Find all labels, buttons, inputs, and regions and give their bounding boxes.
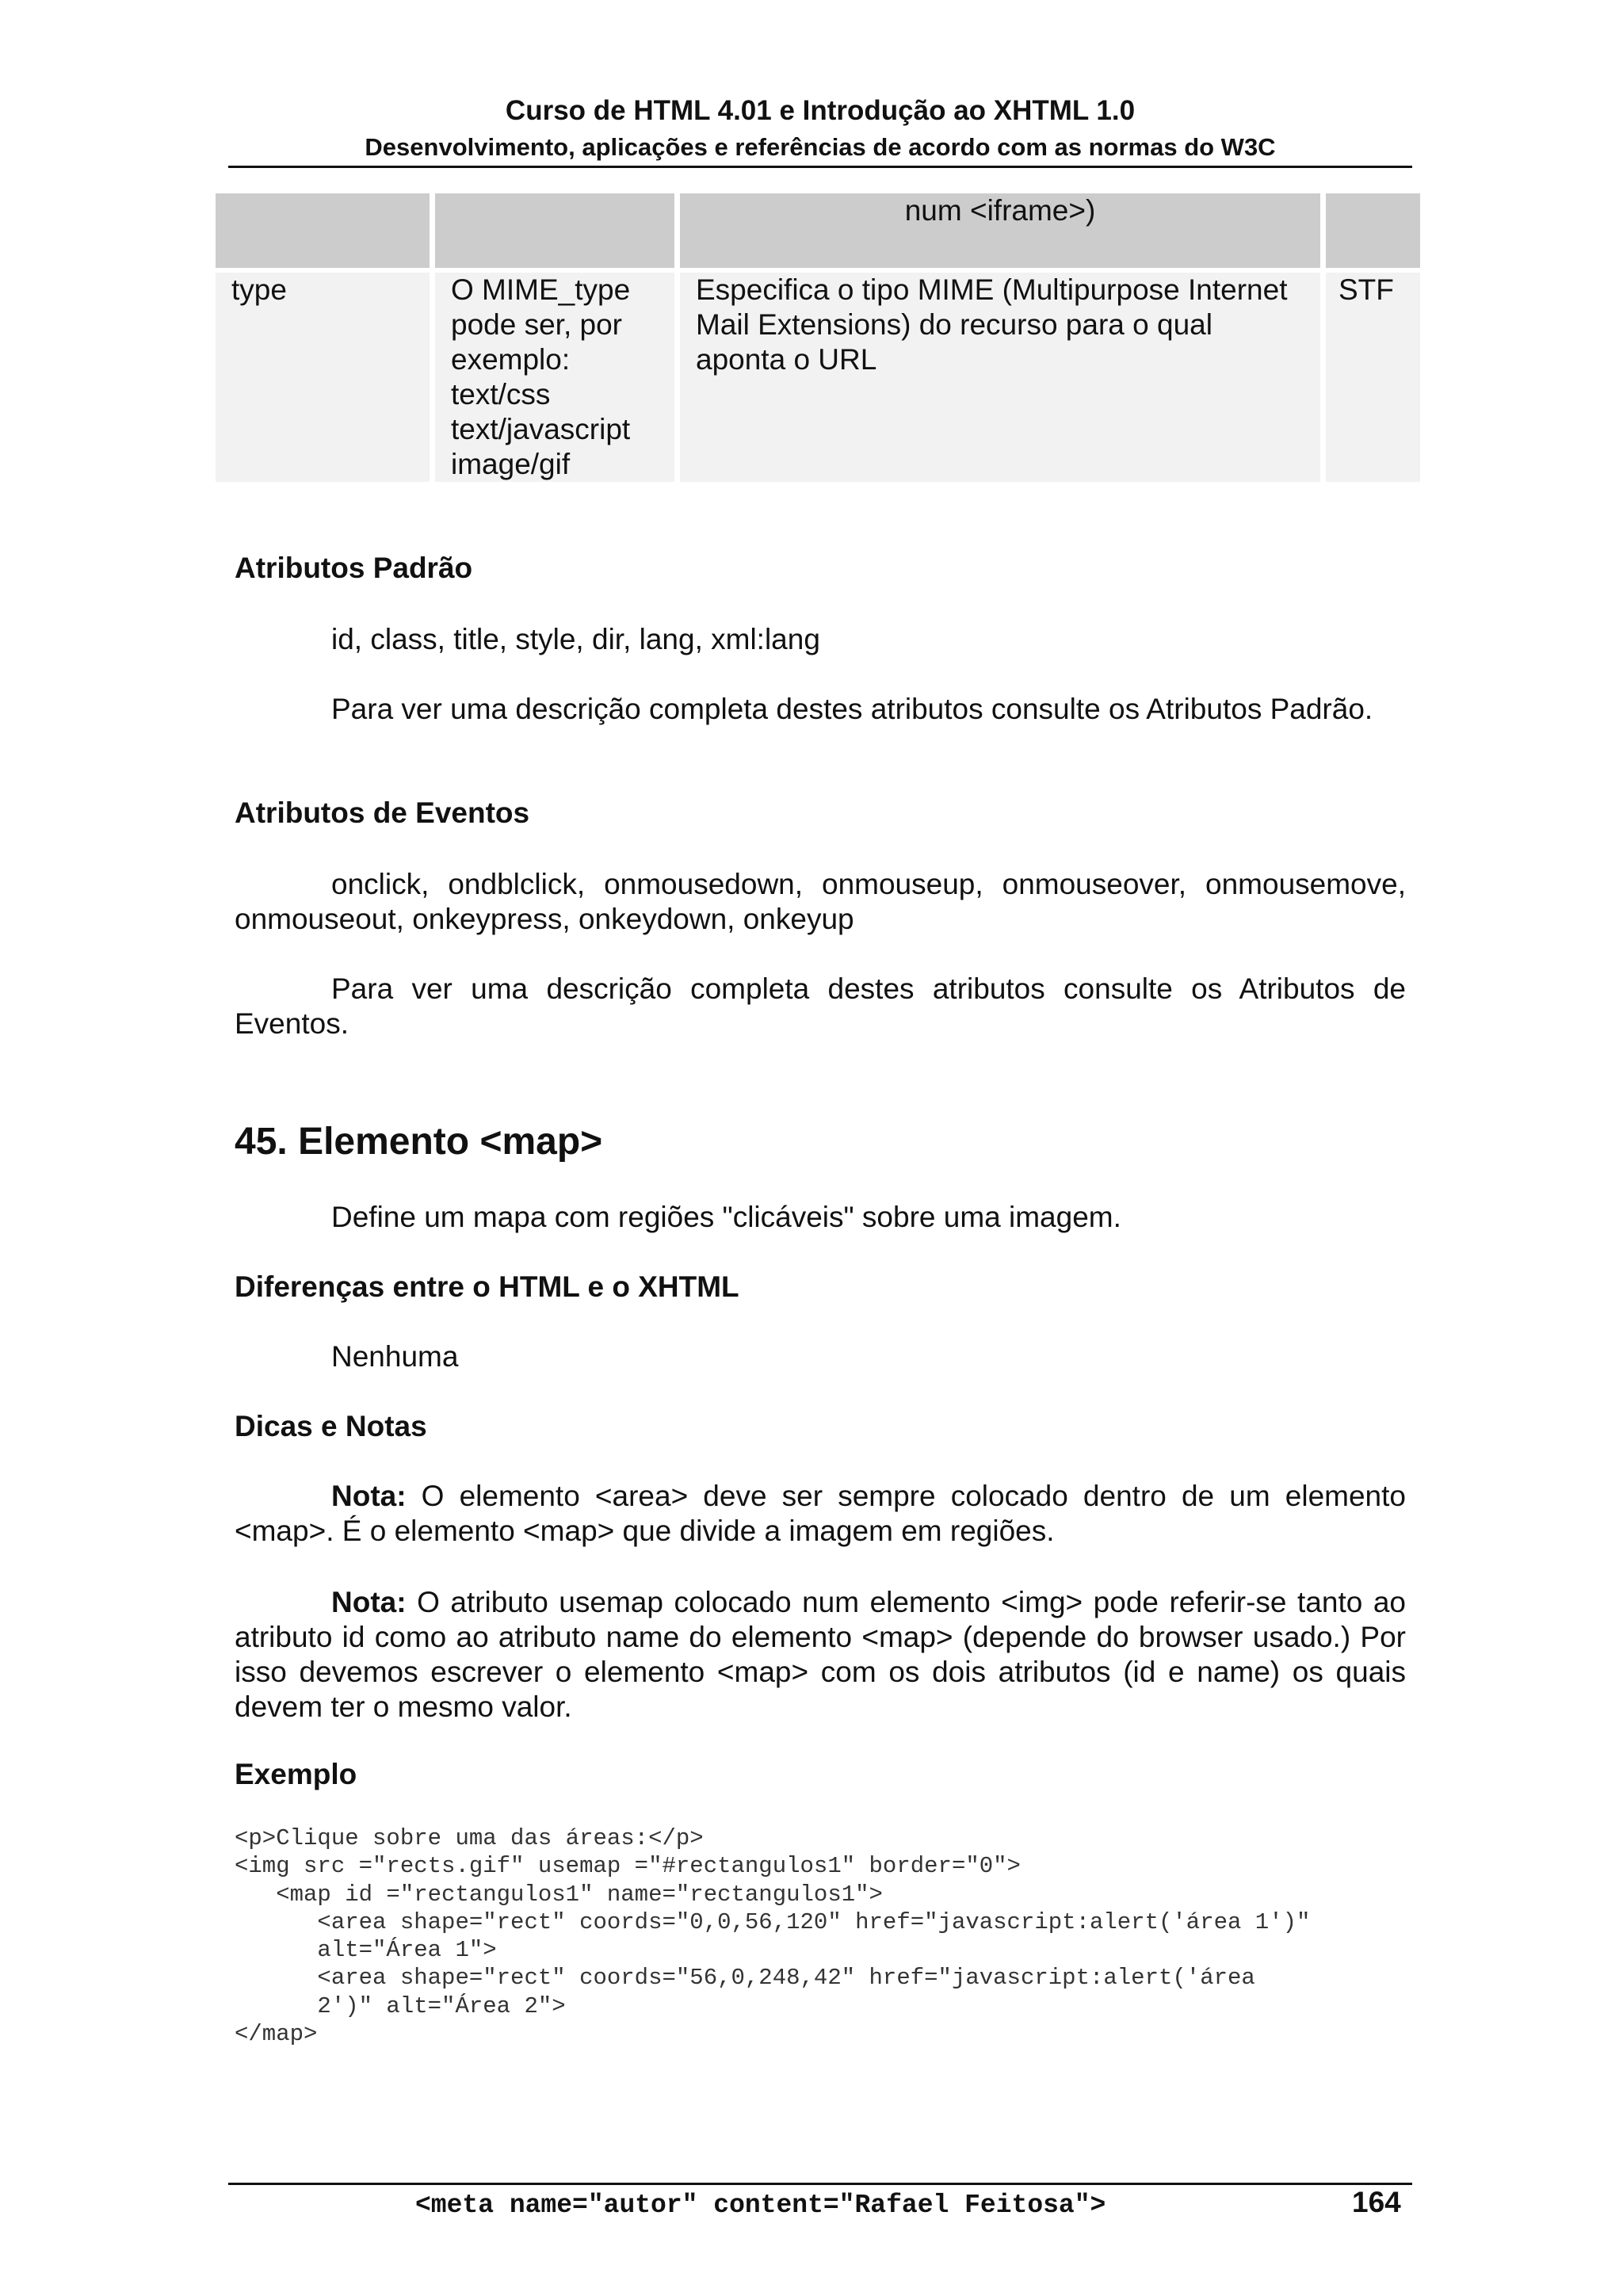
- value-line: text/javascript: [451, 413, 631, 445]
- section-title: 45. Elemento <map>: [235, 1121, 603, 1163]
- event-attributes-heading: Atributos de Eventos: [235, 797, 530, 829]
- footer-divider: [228, 2183, 1412, 2185]
- table-cell: num <iframe>): [680, 193, 1320, 268]
- note-paragraph-1: [235, 1479, 1406, 1549]
- footer-author-meta: <meta name="autor" content="Rafael Feitosa">: [415, 2191, 1106, 2220]
- value-line: text/css: [451, 378, 551, 411]
- standard-attributes-note: Para ver uma descrição completa destes atributos consulte os Atributos Padrão.: [331, 693, 1373, 725]
- header-title: Curso de HTML 4.01 e Introdução ao XHTML 1.0: [505, 95, 1136, 126]
- event-attributes-note: Para ver uma descrição completa destes atributos consulte os Atributos de Eventos.: [235, 972, 1406, 1040]
- differences-heading: Diferenças entre o HTML e o XHTML: [235, 1270, 739, 1303]
- note-label: Nota:: [331, 1480, 407, 1512]
- dtd-cell: STF: [1326, 273, 1420, 482]
- note-text: O elemento <area> deve ser sempre colocado dentro de um elemento <map>. É o elemento <map> que divide a imagem em regiões.: [235, 1480, 1406, 1547]
- standard-attributes-list: id, class, title, style, dir, lang, xml:lang: [331, 623, 820, 655]
- table-cell: [216, 193, 430, 268]
- table-cell: [1326, 193, 1420, 268]
- differences-text: Nenhuma: [331, 1340, 459, 1373]
- value-line: exemplo:: [451, 343, 571, 376]
- description-line: aponta o URL: [696, 343, 877, 376]
- header-divider: [228, 166, 1412, 168]
- tips-heading: Dicas e Notas: [235, 1410, 427, 1442]
- header-subtitle: Desenvolvimento, aplicações e referências de acordo com as normas do W3C: [365, 133, 1276, 161]
- section-intro: Define um mapa com regiões "clicáveis" sobre uma imagem.: [331, 1201, 1121, 1233]
- code-example: <p>Clique sobre uma das áreas:</p> <img src ="rects.gif" usemap ="#rectangulos1" border="0"> <map id ="rectangulos1" name="rectangulos1"> <area shape="rect" coords="0,0,56,120" href="javascript:alert('área 1')" alt="Área 1"> <area shape="rect" coords="56,0,248,42" href="javascript:alert('área 2')" alt="Área 2"> </map>: [235, 1825, 1311, 2048]
- attribute-name-cell: type: [216, 273, 430, 482]
- example-heading: Exemplo: [235, 1758, 357, 1790]
- event-attributes-list: onclick, ondblclick, onmousedown, onmouseup, onmouseover, onmousemove, onmouseout, onkeypress, onkeydown, onkeyup: [235, 868, 1406, 935]
- note-text: O atributo usemap colocado num elemento <img> pode referir-se tanto ao atributo id como ao atributo name do elemento <map> (depende do browser usado.) Por isso devemos escrever o elemento <map> com os dois atributos (id e name) os quais devem ter o mesmo valor.: [235, 1586, 1406, 1723]
- attribute-description-cell: [680, 273, 1320, 482]
- value-line: image/gif: [451, 448, 571, 480]
- standard-attributes-heading: Atributos Padrão: [235, 552, 473, 584]
- page-number: 164: [1352, 2186, 1401, 2218]
- table-cell: [435, 193, 674, 268]
- value-line: pode ser, por: [451, 308, 622, 341]
- note-paragraph-2: [235, 1585, 1406, 1725]
- attribute-values-cell: [435, 273, 674, 482]
- description-line: Mail Extensions) do recurso para o qual: [696, 308, 1212, 341]
- value-line: O MIME_type: [451, 273, 631, 306]
- note-label: Nota:: [331, 1586, 407, 1618]
- description-line: Especifica o tipo MIME (Multipurpose Internet: [696, 273, 1288, 306]
